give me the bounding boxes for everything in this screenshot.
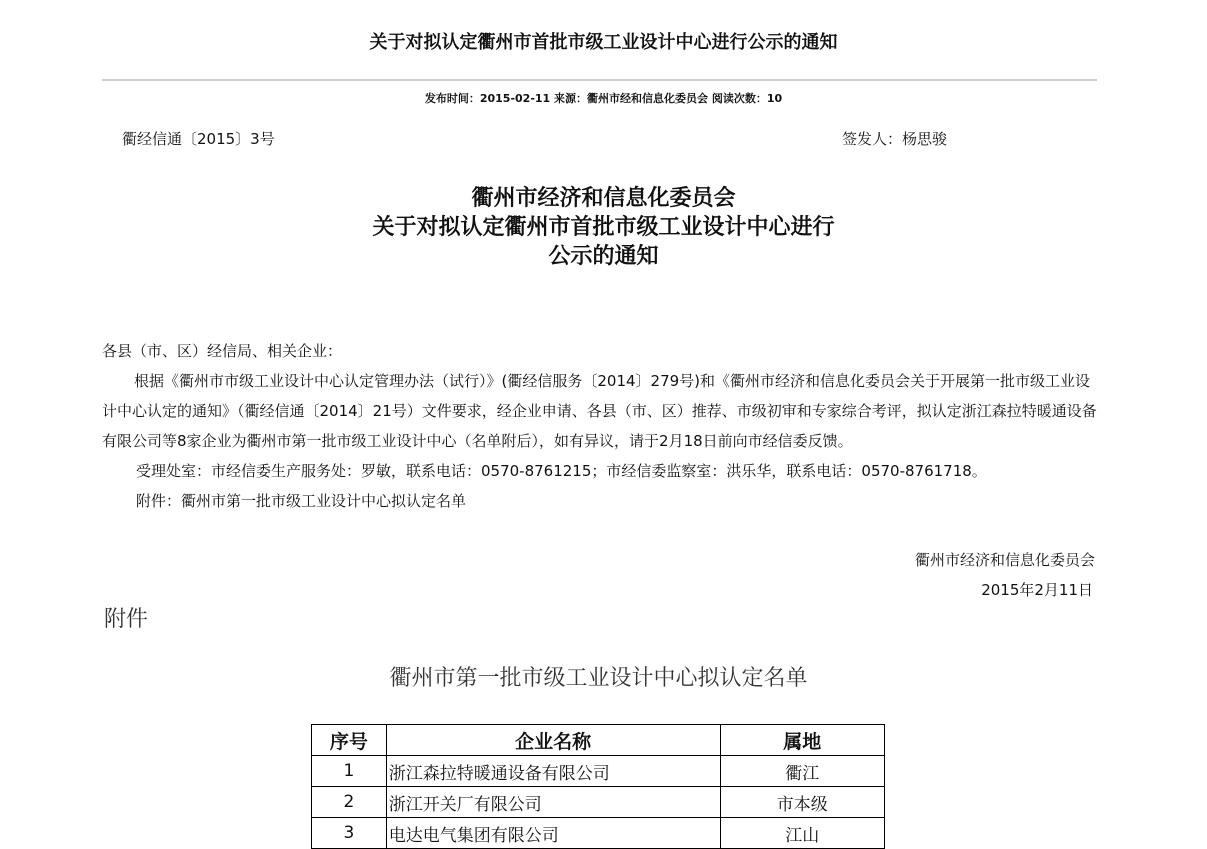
document-heading (0, 184, 1207, 271)
annex-title: 衢州市第一批市级工业设计中心拟认定名单 (389, 666, 808, 691)
row-company: 浙江开关厂有限公司 (386, 787, 720, 818)
row-location: 市本级 (720, 787, 884, 818)
table-row (312, 756, 885, 787)
row-number: 1 (312, 756, 387, 787)
column-header-number: 序号 (312, 725, 387, 756)
heading-line-2: 关于对拟认定衢州市首批市级工业设计中心进行 (372, 215, 835, 240)
table-row (312, 818, 885, 849)
document-signer: 签发人：杨思骏 (842, 130, 948, 148)
row-location: 衢江 (720, 756, 884, 787)
table-header-row (312, 725, 885, 756)
title-divider (102, 79, 1097, 81)
page-title: 关于对拟认定衢州市首批市级工业设计中心进行公示的通知 (369, 32, 838, 53)
publish-meta: 发布时间：2015-02-11 来源：衢州市经和信息化委员会 阅读次数：10 (424, 92, 783, 105)
row-number: 3 (312, 818, 387, 849)
contact-info: 受理处室：市经信委生产服务处：罗敏，联系电话：0570-8761215；市经信委监察室：洪乐华，联系电话：0570-8761718。 (136, 462, 987, 480)
document-number: 衢经信通〔2015〕3号 (122, 130, 275, 148)
attachment-note: 附件：衢州市第一批市级工业设计中心拟认定名单 (136, 492, 467, 510)
column-header-location: 属地 (720, 725, 884, 756)
row-number: 2 (312, 787, 387, 818)
designation-table (311, 724, 885, 849)
table-row (312, 787, 885, 818)
heading-line-3: 公示的通知 (548, 244, 659, 269)
addressee: 各县（市、区）经信局、相关企业： (102, 342, 343, 360)
row-company: 电达电气集团有限公司 (386, 818, 720, 849)
heading-line-1: 衢州市经济和信息化委员会 (471, 186, 736, 211)
column-header-company: 企业名称 (386, 725, 720, 756)
row-company: 浙江森拉特暖通设备有限公司 (386, 756, 720, 787)
annex-label: 附件 (104, 607, 149, 632)
row-location: 江山 (720, 818, 884, 849)
body-paragraph: 根据《衢州市市级工业设计中心认定管理办法（试行）》(衢经信服务〔2014〕279号)和《衢州市经济和信息化委员会关于开展第一批市级工业设计中心认定的通知》（衢经信通〔2014〕21号）文件要求，经企业申请、各县（市、区）推荐、市级初审和专家综合考评，拟认定浙江森拉特暖通设备有限公司等8家企业为衢州市第一批市级工业设计中心（名单附后），如有异议，请于2月18日前向市经信委反馈。 (102, 372, 1097, 450)
signing-organization: 衢州市经济和信息化委员会 (914, 551, 1095, 569)
signing-date: 2015年2月11日 (981, 581, 1093, 599)
